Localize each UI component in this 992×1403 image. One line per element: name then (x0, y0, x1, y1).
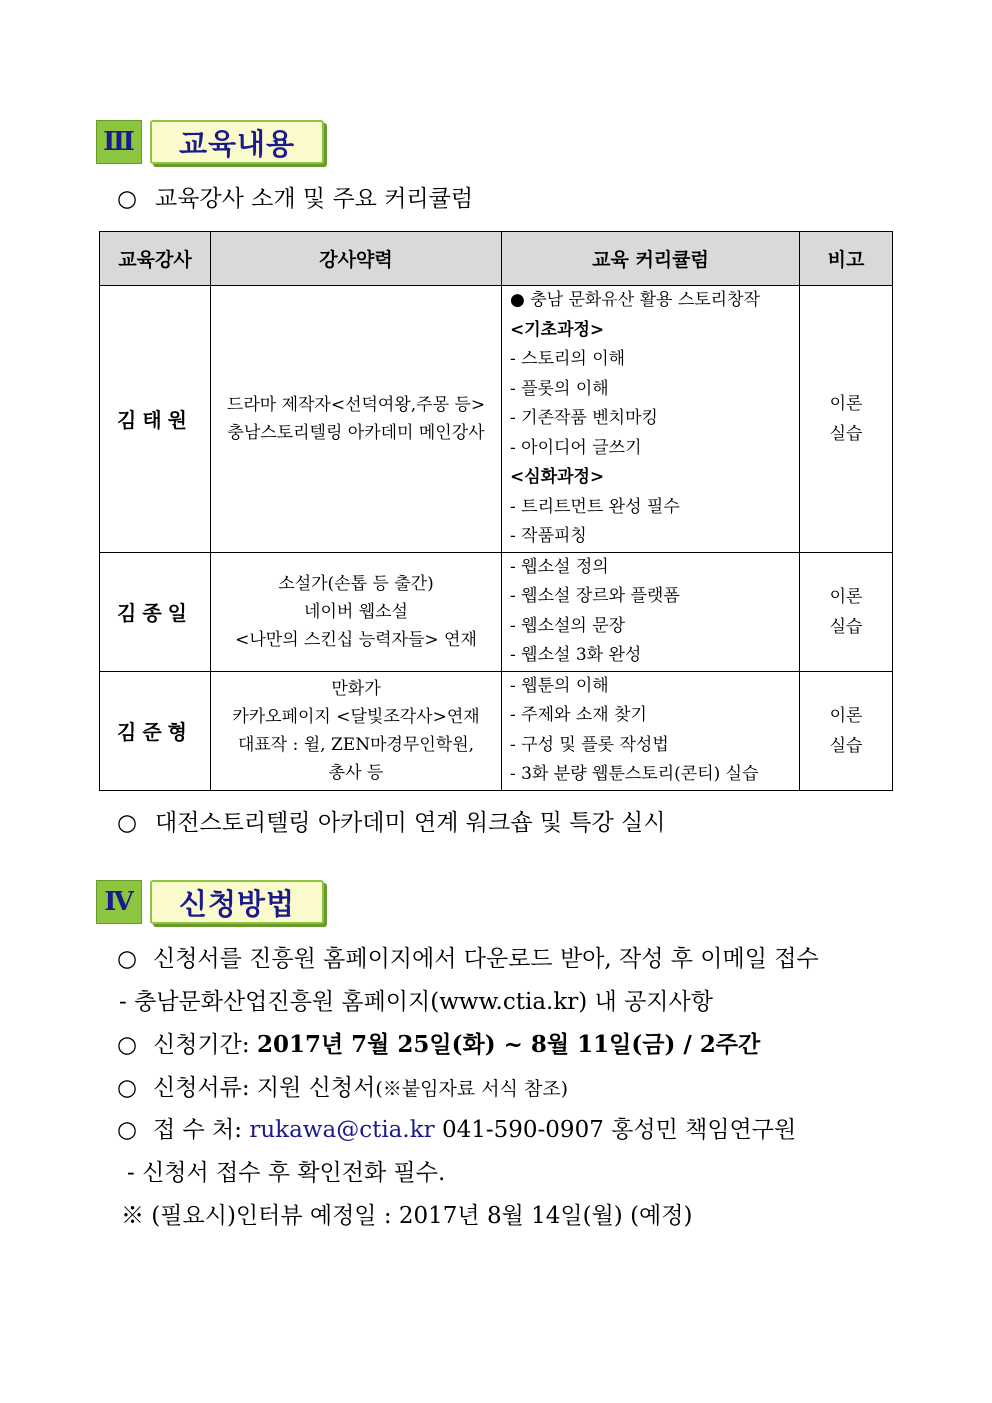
table-header-row (100, 232, 893, 286)
instructor-name: 김태원 (100, 286, 211, 553)
instructor-career: 드라마 제작자<선덕여왕,주몽 등> 충남스토리텔링 아카데미 메인강사 (211, 286, 502, 553)
curriculum-table (99, 231, 893, 791)
circle-bullet-icon: ○ (117, 1117, 138, 1143)
bullet-workshop: ○ 대전스토리텔링 아카데미 연계 워크숍 및 특강 실시 (117, 810, 666, 836)
circle-bullet-icon: ○ (117, 1075, 138, 1101)
header-instructor: 교육강사 (100, 232, 211, 286)
table-row (100, 286, 893, 553)
section-4-title: 신청방법 (150, 880, 324, 924)
instructor-note: 이론 실습 (800, 286, 893, 553)
apply-download-line: ○ 신청서를 진흥원 홈페이지에서 다운로드 받아, 작성 후 이메일 접수 (117, 946, 819, 972)
instructor-curriculum: ● 충남 문화유산 활용 스토리창작 <기초과정> - 스토리의 이해 - 플롯의 이해 - 기존작품 벤치마킹 - 아이디어 글쓰기 <심화과정> - 트리트먼트 완성 필수 - 작품피칭 (502, 286, 800, 553)
circle-bullet-icon: ○ (117, 810, 138, 836)
section-3-header (96, 120, 324, 164)
circle-bullet-icon: ○ (117, 1032, 138, 1058)
header-career: 강사약력 (211, 232, 502, 286)
bullet-curriculum-intro: ○ 교육강사 소개 및 주요 커리큘럼 (117, 186, 474, 212)
apply-contact-line: ○ 접 수 처: rukawa@ctia.kr 041-590-0907 홍성민 책임연구원 (117, 1117, 797, 1143)
apply-confirm-call-line: - 신청서 접수 후 확인전화 필수. (127, 1160, 446, 1186)
instructor-note: 이론 실습 (800, 552, 893, 671)
section-4-numeral: Ⅳ (96, 880, 142, 924)
circle-bullet-icon: ○ (117, 946, 138, 972)
instructor-career: 소설가(손톱 등 출간) 네이버 웹소설 <나만의 스킨십 능력자들> 연재 (211, 552, 502, 671)
apply-documents-line: ○ 신청서류: 지원 신청서(※붙임자료 서식 참조) (117, 1075, 569, 1101)
apply-period-value: 2017년 7월 25일(화) ~ 8월 11일(금) / 2주간 (256, 1031, 761, 1058)
instructor-note: 이론 실습 (800, 671, 893, 790)
instructor-career: 만화가 카카오페이지 <달빛조각사>연재 대표작 : 윌, ZEN마경무인학원, 총사 등 (211, 671, 502, 790)
table-row (100, 552, 893, 671)
header-curriculum: 교육 커리큘럼 (502, 232, 800, 286)
table-row (100, 671, 893, 790)
apply-period-line: ○ 신청기간: 2017년 7월 25일(화) ~ 8월 11일(금) / 2주간 (117, 1031, 761, 1058)
header-note: 비고 (800, 232, 893, 286)
instructor-name: 김종일 (100, 552, 211, 671)
instructor-curriculum: - 웹소설 정의 - 웹소설 장르와 플랫폼 - 웹소설의 문장 - 웹소설 3화 완성 (502, 552, 800, 671)
contact-email-link[interactable]: rukawa@ctia.kr (249, 1117, 435, 1143)
instructor-name: 김준형 (100, 671, 211, 790)
interview-date-line: ※ (필요시)인터뷰 예정일 : 2017년 8월 14일(월) (예정) (121, 1203, 693, 1229)
section-3-numeral: Ⅲ (96, 120, 142, 164)
section-4-header (96, 880, 324, 924)
section-3-title: 교육내용 (150, 120, 324, 164)
instructor-curriculum: - 웹툰의 이해 - 주제와 소재 찾기 - 구성 및 플롯 작성법 - 3화 분량 웹툰스토리(콘티) 실습 (502, 671, 800, 790)
apply-homepage-line: - 충남문화산업진흥원 홈페이지(www.ctia.kr) 내 공지사항 (119, 989, 713, 1015)
circle-bullet-icon: ○ (117, 186, 138, 212)
